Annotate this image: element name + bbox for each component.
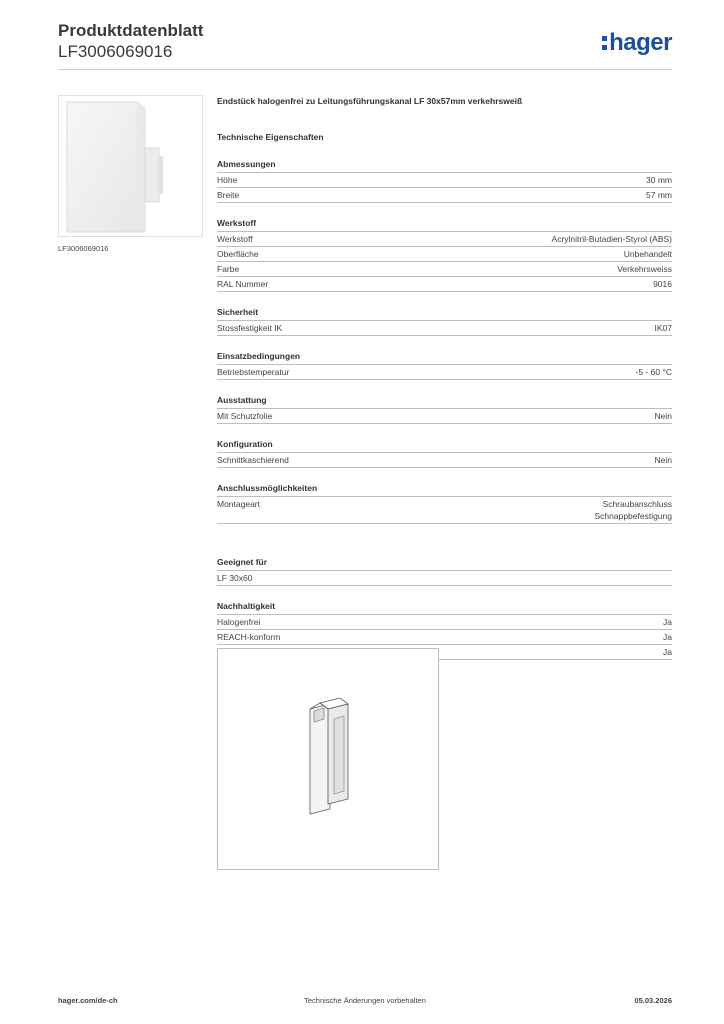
- property-row: [217, 188, 672, 203]
- property-row: [217, 173, 672, 188]
- property-row: [217, 630, 672, 645]
- footer-website-link[interactable]: hager.com/de-ch: [58, 996, 118, 1005]
- article-number: LF3006069016: [58, 42, 173, 61]
- property-row: [217, 497, 672, 524]
- product-description: Endstück halogenfrei zu Leitungsführungskanal LF 30x57mm verkehrsweiß: [217, 96, 523, 106]
- property-value: Ja: [663, 632, 672, 642]
- property-label: RAL Nummer: [217, 279, 269, 289]
- property-value: 57 mm: [646, 190, 672, 200]
- property-label: Montageart: [217, 499, 260, 509]
- group-title: Anschlussmöglichkeiten: [217, 482, 672, 497]
- property-label: Mit Schutzfolie: [217, 411, 273, 421]
- group-operating-conditions: [217, 350, 672, 380]
- property-value: 9016: [653, 279, 672, 289]
- property-row: [217, 571, 672, 586]
- property-value: Nein: [654, 455, 672, 465]
- hager-logo: [602, 30, 672, 56]
- logo-dots-icon: [602, 36, 607, 50]
- property-label: Farbe: [217, 264, 240, 274]
- group-title: Werkstoff: [217, 217, 672, 232]
- group-title: Einsatzbedingungen: [217, 350, 672, 365]
- property-row: [217, 321, 672, 336]
- property-value: Ja: [663, 647, 672, 657]
- property-value: 30 mm: [646, 175, 672, 185]
- property-row: [217, 232, 672, 247]
- property-label: REACH-konform: [217, 632, 281, 642]
- property-row: [217, 247, 672, 262]
- property-value: Ja: [663, 617, 672, 627]
- footer-notice: Technische Änderungen vorbehalten: [304, 996, 426, 1005]
- property-label: Schnittkaschierend: [217, 455, 289, 465]
- group-title: Abmessungen: [217, 158, 672, 173]
- logo-text: hager: [609, 29, 672, 56]
- property-label: Werkstoff: [217, 234, 253, 244]
- group-title: Ausstattung: [217, 394, 672, 409]
- group-equipment: [217, 394, 672, 424]
- main-content: [217, 95, 672, 694]
- footer-date: 05.03.2026: [634, 996, 672, 1005]
- property-label: Höhe: [217, 175, 238, 185]
- property-label: Betriebstemperatur: [217, 367, 290, 377]
- property-value: -5 - 60 °C: [635, 367, 672, 377]
- end-cap-photo-icon: [59, 96, 202, 236]
- group-title: Geeignet für: [217, 556, 672, 571]
- group-material: [217, 217, 672, 292]
- property-label: Halogenfrei: [217, 617, 261, 627]
- product-image: [58, 95, 203, 237]
- group-title: Sicherheit: [217, 306, 672, 321]
- property-value: [594, 498, 672, 523]
- image-caption: LF3006069016: [58, 244, 109, 253]
- property-row: [217, 409, 672, 424]
- end-cap-drawing-icon: [218, 649, 438, 869]
- property-value: IK07: [654, 323, 672, 333]
- group-title: Nachhaltigkeit: [217, 600, 672, 615]
- property-label: Stossfestigkeit IK: [217, 323, 283, 333]
- group-configuration: [217, 438, 672, 468]
- page-title: Produktdatenblatt: [58, 21, 204, 40]
- property-label: Breite: [217, 190, 240, 200]
- property-label: Oberfläche: [217, 249, 259, 259]
- property-value: Verkehrsweiss: [617, 264, 672, 274]
- property-value: Acrylnitril-Butadien-Styrol (ABS): [551, 234, 672, 244]
- property-row: [217, 615, 672, 630]
- group-safety: [217, 306, 672, 336]
- property-value: Unbehandelt: [623, 249, 672, 259]
- tech-properties-title: Technische Eigenschaften: [217, 132, 324, 142]
- page-header: [58, 20, 672, 70]
- page-footer: [58, 996, 672, 1010]
- group-dimensions: [217, 158, 672, 203]
- group-suitable-for: [217, 556, 672, 586]
- group-title: Konfiguration: [217, 438, 672, 453]
- property-row: [217, 277, 672, 292]
- property-row: [217, 262, 672, 277]
- property-label: LF 30x60: [217, 573, 253, 583]
- drawing-image: [217, 648, 439, 870]
- property-row: [217, 453, 672, 468]
- property-row: [217, 365, 672, 380]
- property-value-line: Schnappbefestigung: [594, 511, 672, 521]
- property-value-line: Schraubanschluss: [602, 499, 672, 509]
- property-value: Nein: [654, 411, 672, 421]
- group-connection-options: [217, 482, 672, 524]
